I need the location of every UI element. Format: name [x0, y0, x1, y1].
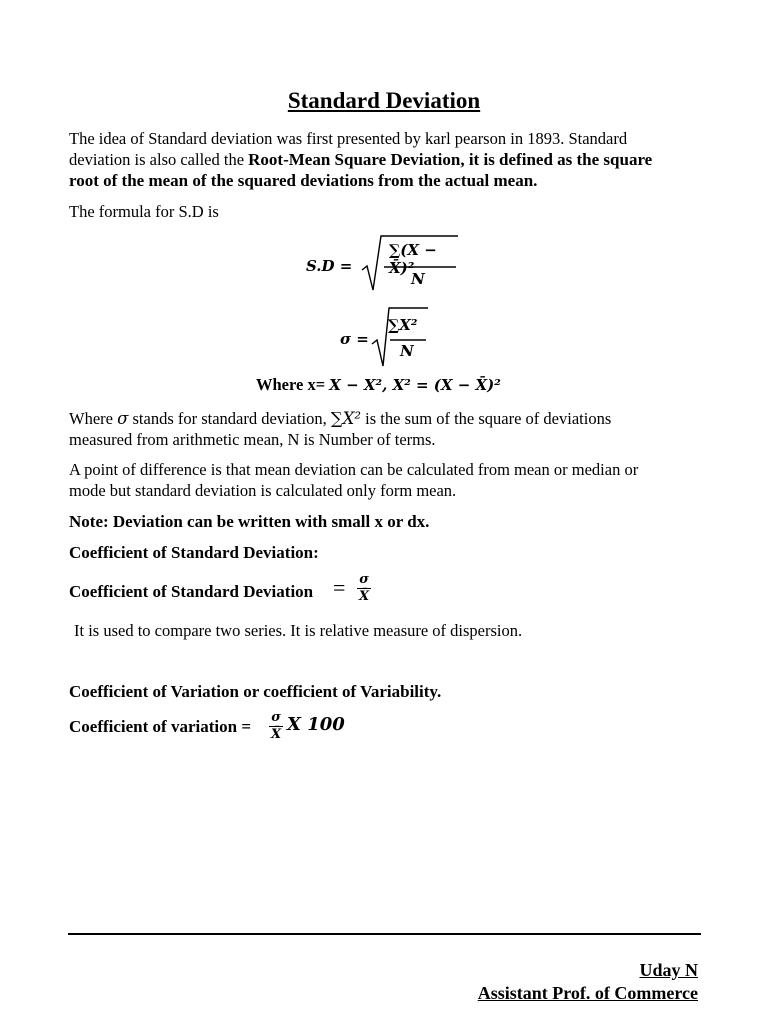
- coef-sd-fraction: [357, 572, 371, 605]
- difference-paragraph: [69, 459, 701, 501]
- author-position: Assistant Prof. of Commerce: [477, 983, 698, 1003]
- intro-bold-text: Root-Mean Square Deviation, it is defined as the square: [248, 150, 653, 169]
- sigma-formula: [340, 306, 440, 370]
- difference-line-2: mode but standard deviation is calculated only form mean.: [69, 481, 457, 500]
- intro-paragraph: [69, 128, 701, 191]
- coef-sd-heading: Coefficient of Standard Deviation:: [69, 543, 319, 562]
- page-title: Standard Deviation: [287, 88, 481, 113]
- intro-line-2: [69, 149, 701, 170]
- explain-line-2: measured from arithmetic mean, N is Number of terms.: [69, 430, 436, 449]
- sd-formula-numerator: ∑(X − X̄)²: [389, 241, 437, 277]
- where-expression: X − X², X² = (X − X̄)²: [329, 376, 501, 394]
- coef-sd-label: Coefficient of Standard Deviation: [69, 582, 314, 601]
- explain-text-b: stands for standard deviation,: [128, 409, 331, 428]
- intro-line-1: The idea of Standard deviation was first presented by karl pearson in 1893. Standard: [69, 129, 628, 148]
- cv-multiplier: X 100: [287, 714, 345, 735]
- intro-plain-text: deviation is also called the: [69, 150, 249, 169]
- coef-sd-formula: [69, 572, 701, 612]
- footer-divider: [68, 933, 701, 935]
- sigma-formula-denominator: N: [400, 342, 414, 360]
- sd-formula: [306, 230, 466, 294]
- sd-formula-denominator: N: [411, 270, 425, 288]
- coef-sd-equals: =: [333, 575, 346, 600]
- cv-formula: [69, 710, 701, 750]
- sigma-formula-lhs: σ =: [340, 330, 369, 348]
- sigma-formula-numerator: ∑X²: [388, 316, 418, 334]
- coef-sd-use: It is used to compare two series. It is relative measure of dispersion.: [74, 621, 523, 640]
- explain-paragraph: [69, 408, 701, 450]
- note: Note: Deviation can be written with small x or dx.: [69, 512, 430, 531]
- explain-line-1: [69, 408, 701, 429]
- cv-label: Coefficient of variation =: [69, 717, 252, 736]
- cv-denominator: X̄: [271, 727, 282, 742]
- intro-line-3: root of the mean of the squared deviations from the actual mean.: [69, 171, 538, 190]
- coef-sd-numerator: σ: [359, 572, 369, 587]
- where-line: [256, 375, 501, 395]
- explain-sum: ∑X²: [330, 409, 362, 428]
- cv-numerator: σ: [271, 710, 281, 725]
- explain-sigma: σ: [117, 409, 129, 428]
- cv-heading: Coefficient of Variation or coefficient of Variability.: [69, 682, 442, 701]
- explain-text-c: is the sum of the square of deviations: [361, 409, 612, 428]
- sd-formula-lhs: S.D =: [306, 257, 353, 275]
- where-label: Where x=: [256, 375, 326, 394]
- coef-sd-denominator: X̄: [359, 589, 370, 604]
- explain-text-a: Where: [69, 409, 118, 428]
- difference-line-1: A point of difference is that mean deviation can be calculated from mean or median or: [69, 460, 639, 479]
- author-name: Uday N: [639, 960, 698, 980]
- cv-fraction: [269, 710, 283, 743]
- formula-intro: The formula for S.D is: [69, 202, 219, 221]
